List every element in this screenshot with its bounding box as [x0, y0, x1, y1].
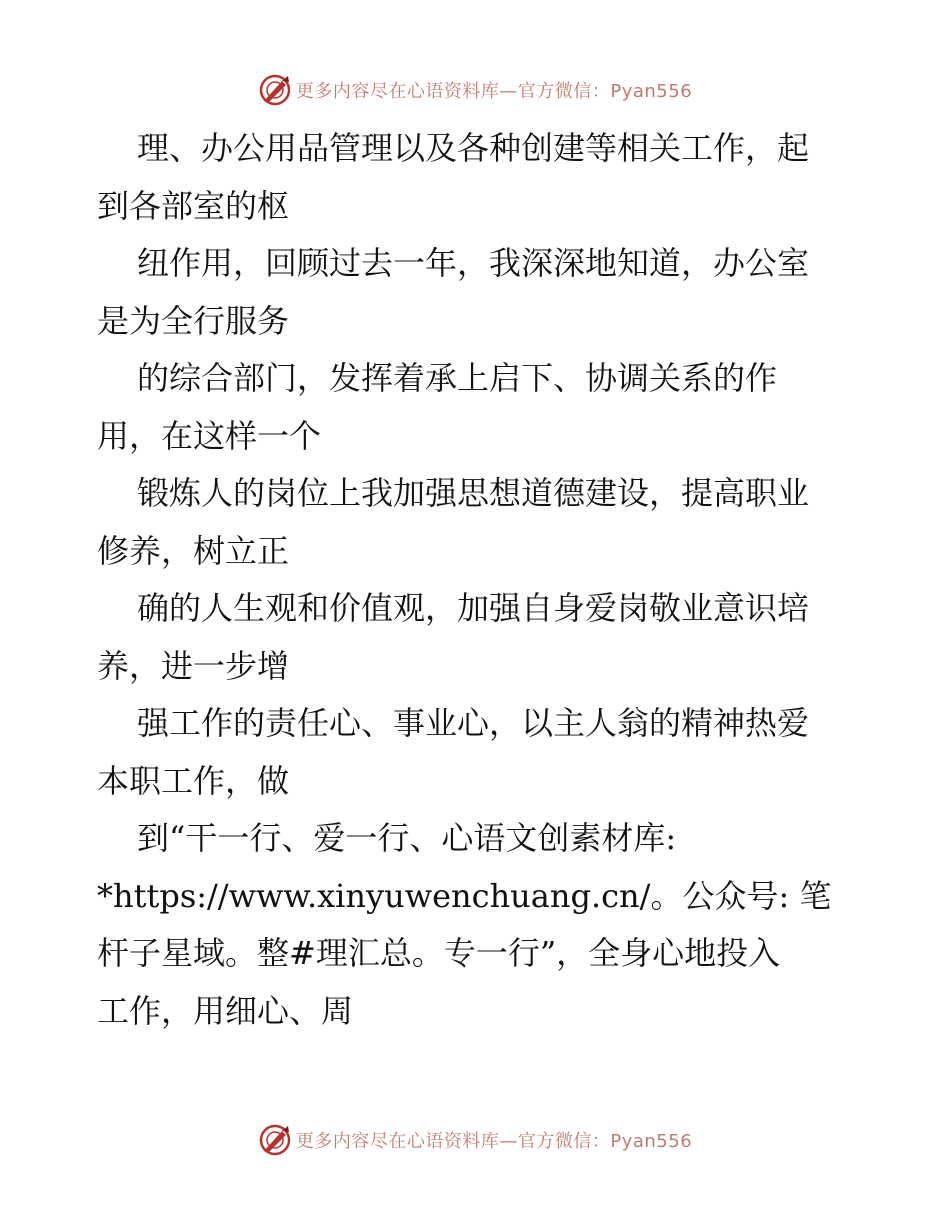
text-line: 杆子星域。整#理汇总。专一行”，全身心地投入: [97, 934, 781, 972]
text-line: 养，进一步增: [97, 646, 290, 685]
text-line: 到各部室的枢: [97, 186, 290, 225]
footer-banner: [0, 1120, 950, 1160]
footer-banner-text: 更多内容尽在心语资料库—官方微信：Pyan556: [295, 1131, 693, 1152]
text-line: 修养，树立正: [97, 531, 290, 570]
header-banner-text: 更多内容尽在心语资料库—官方微信：Pyan556: [295, 81, 693, 102]
text-line: 纽作用，回顾过去一年，我深深地知道，办公室: [137, 244, 810, 282]
document-body: [97, 120, 857, 1040]
text-line: 锻炼人的岗位上我加强思想道德建设，提高职业: [137, 474, 810, 512]
text-line: 本职工作，做: [97, 761, 290, 800]
text-line: 用，在这样一个: [97, 416, 322, 455]
header-banner: [0, 70, 950, 110]
text-line: 工作，用细心、周: [97, 991, 354, 1030]
text-line: 确的人生观和价值观，加强自身爱岗敬业意识培: [137, 589, 810, 627]
pen-logo-icon: [258, 73, 292, 107]
text-line: *https://www.xinyuwenchuang.cn/。公众号: 笔: [97, 876, 832, 915]
text-line: 强工作的责任心、事业心，以主人翁的精神热爱: [137, 704, 810, 742]
text-line: 理、办公用品管理以及各种创建等相关工作，起: [137, 129, 810, 167]
text-line: 的综合部门，发挥着承上启下、协调关系的作: [137, 359, 778, 397]
text-line: 是为全行服务: [97, 301, 290, 340]
text-line: 到“干一行、爱一行、心语文创素材库:: [137, 819, 677, 857]
pen-logo-icon: [258, 1123, 292, 1157]
